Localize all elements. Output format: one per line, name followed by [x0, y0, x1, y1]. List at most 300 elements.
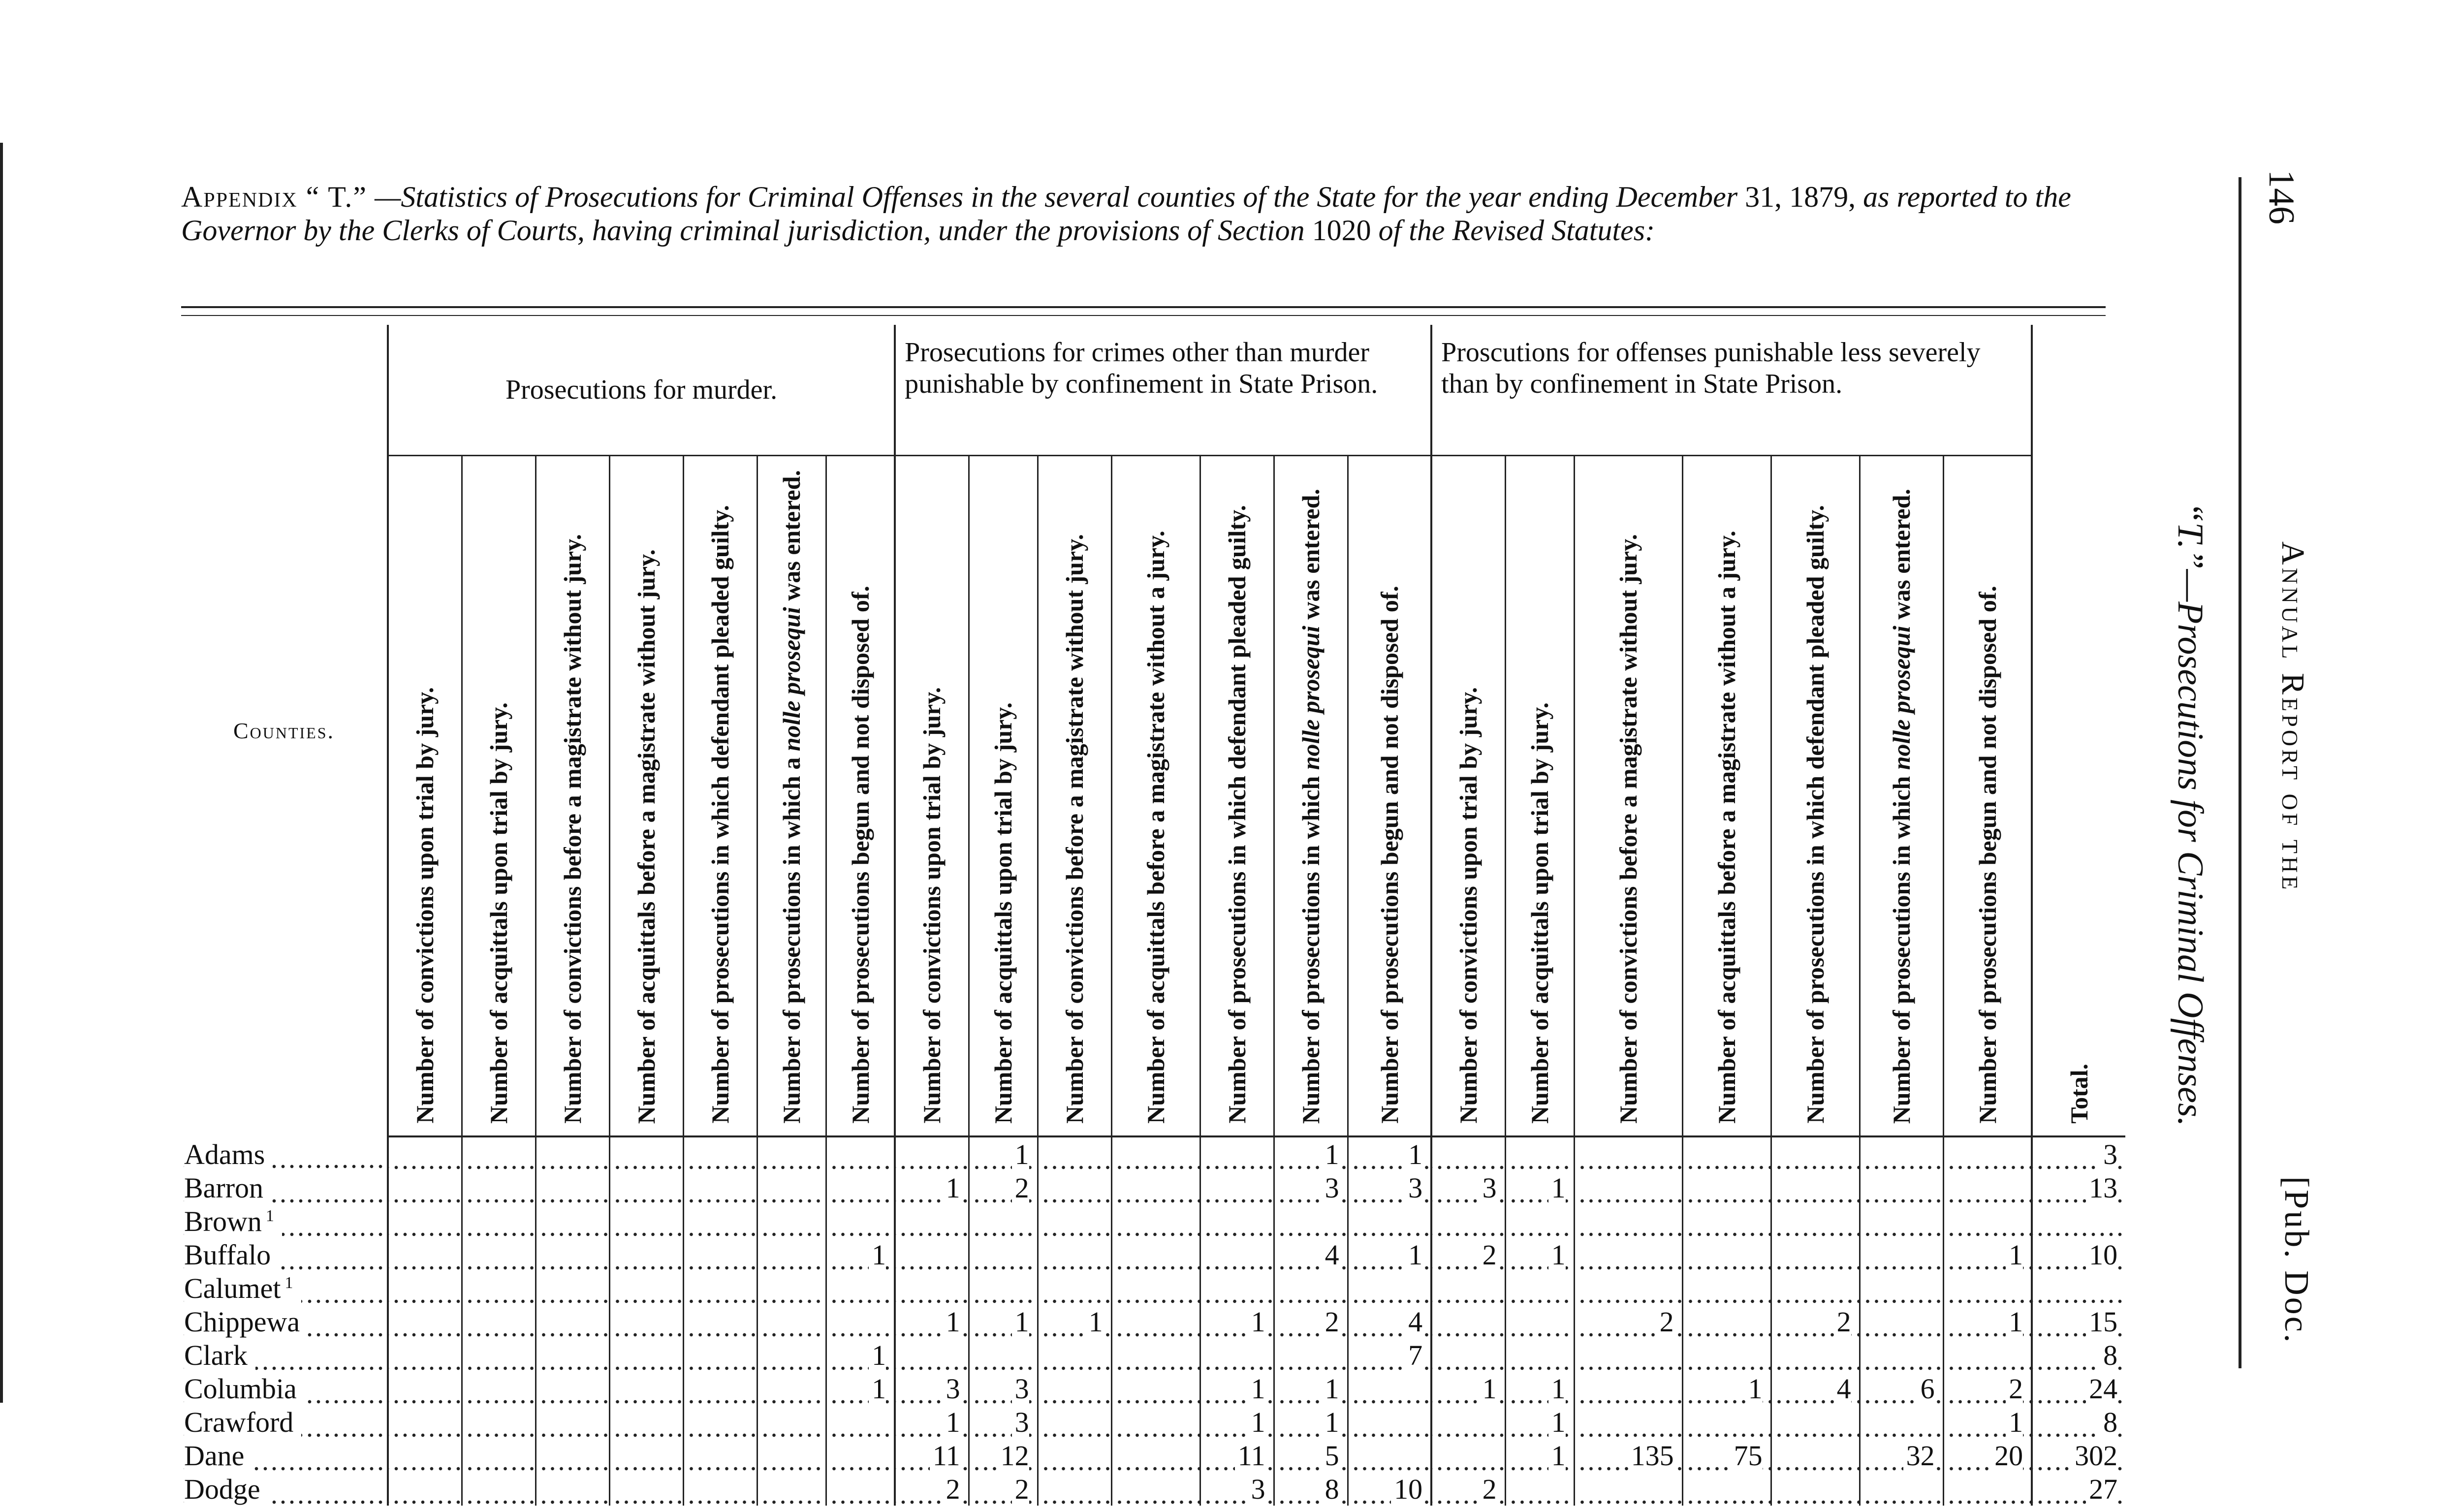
table-cell — [1771, 1136, 1860, 1171]
table-cell: 4 — [1348, 1305, 1431, 1338]
table-cell — [462, 1204, 536, 1238]
table-cell: 8 — [1274, 1472, 1348, 1506]
row-total — [2032, 1204, 2125, 1238]
table-cell — [1682, 1171, 1771, 1204]
table-cell — [1943, 1472, 2032, 1506]
table-cell — [1111, 1136, 1200, 1171]
table-cell — [388, 1204, 462, 1238]
table-cell — [462, 1305, 536, 1338]
row-total — [2032, 1271, 2125, 1305]
col-other-convictions-jury: Number of convictions upon trial by jury. — [895, 456, 969, 1137]
table-cell — [1574, 1238, 1682, 1271]
table-cell — [1038, 1405, 1111, 1439]
table-cell — [1682, 1204, 1771, 1238]
table-cell: 2 — [1431, 1238, 1505, 1271]
table-cell — [1943, 1204, 2032, 1238]
table-cell — [536, 1439, 609, 1472]
table-cell — [895, 1136, 969, 1171]
table-cell — [1111, 1238, 1200, 1271]
county-name: Brown $^1$ — [181, 1204, 388, 1238]
table-cell — [826, 1305, 895, 1338]
table-cell — [609, 1472, 683, 1506]
header-rule — [181, 306, 2106, 308]
table-cell — [536, 1136, 609, 1171]
table-cell — [1348, 1405, 1431, 1439]
table-cell: 1 — [1505, 1238, 1574, 1271]
table-row — [181, 1136, 2125, 1171]
col-lesser-acquittals-magistrate: Number of acquittals before a magistrate without a jury. — [1682, 456, 1771, 1137]
table-cell — [1943, 1136, 2032, 1171]
col-lesser-acquittals-jury: Number of acquittals upon trial by jury. — [1505, 456, 1574, 1137]
group-header-row — [181, 325, 2125, 456]
county-name: Buffalo — [181, 1238, 388, 1271]
table-cell — [1348, 1372, 1431, 1405]
table-cell: 32 — [1860, 1439, 1943, 1472]
report-title: Annual Report of the — [2275, 541, 2311, 893]
table-cell: 2 — [1431, 1472, 1505, 1506]
table-cell — [536, 1405, 609, 1439]
group-state-prison: Prosecutions for crimes other than murder punishable by confinement in State Prison. — [895, 325, 1431, 456]
column-header-row — [181, 456, 2125, 1137]
table-cell — [1200, 1136, 1274, 1171]
table-cell — [609, 1238, 683, 1271]
table-cell — [1860, 1136, 1943, 1171]
prosecutions-table — [181, 325, 2125, 1506]
table-cell — [683, 1271, 757, 1305]
table-cell — [1860, 1405, 1943, 1439]
table-row — [181, 1204, 2125, 1238]
table-cell — [1771, 1204, 1860, 1238]
table-cell — [1505, 1305, 1574, 1338]
col-murder-convictions-jury: Number of convictions upon trial by jury. — [388, 456, 462, 1137]
table-body — [181, 1136, 2125, 1506]
running-header-rule — [2239, 177, 2241, 1368]
table-cell — [462, 1171, 536, 1204]
row-total: 8 — [2032, 1338, 2125, 1372]
county-name: Calumet $^1$ — [181, 1271, 388, 1305]
table-cell — [536, 1171, 609, 1204]
caption-text-2: as reported to the Governor by the Clerks of Courts, having criminal jurisdiction, under the provisions of Section — [181, 181, 2071, 247]
footnote-mark: 1 — [266, 1207, 278, 1225]
table-cell — [388, 1439, 462, 1472]
footnote-mark: 1 — [285, 1274, 297, 1292]
table-cell: 1 — [1505, 1405, 1574, 1439]
table-cell — [683, 1439, 757, 1472]
table-cell — [609, 1405, 683, 1439]
table-cell — [1111, 1472, 1200, 1506]
table-cell: 1 — [1348, 1238, 1431, 1271]
table-cell — [388, 1472, 462, 1506]
table-cell: 1 — [1682, 1372, 1771, 1405]
county-name: Crawford — [181, 1405, 388, 1439]
table-cell — [1860, 1204, 1943, 1238]
row-total: 10 — [2032, 1238, 2125, 1271]
table-cell — [1348, 1271, 1431, 1305]
table-cell: 1 — [1943, 1305, 2032, 1338]
table-cell — [683, 1472, 757, 1506]
table-cell — [1860, 1305, 1943, 1338]
table-cell — [1274, 1338, 1348, 1372]
table-caption — [181, 180, 2120, 247]
table-cell — [1111, 1171, 1200, 1204]
table-cell — [1038, 1238, 1111, 1271]
table-cell — [1274, 1271, 1348, 1305]
caption-year: 31, 1879, — [1745, 181, 1856, 213]
table-cell — [1574, 1338, 1682, 1372]
table-cell — [969, 1271, 1038, 1305]
table-cell: 10 — [1348, 1472, 1431, 1506]
county-name: Adams — [181, 1136, 388, 1171]
table-row — [181, 1271, 2125, 1305]
document-label: [Pub. Doc. — [2277, 1176, 2315, 1345]
table-cell — [826, 1405, 895, 1439]
table-cell — [826, 1136, 895, 1171]
table-cell: 3 — [1348, 1171, 1431, 1204]
table-cell — [683, 1305, 757, 1338]
table-cell — [609, 1271, 683, 1305]
page-number: 146 — [2261, 170, 2302, 224]
table-cell: 6 — [1860, 1372, 1943, 1405]
table-cell — [1574, 1204, 1682, 1238]
col-murder-pleaded-guilty: Number of prosecutions in which defendant pleaded guilty. — [683, 456, 757, 1137]
table-cell — [683, 1372, 757, 1405]
col-other-convictions-magistrate: Number of convictions before a magistrate without jury. — [1038, 456, 1111, 1137]
county-name: Barron — [181, 1171, 388, 1204]
col-murder-acquittals-jury: Number of acquittals upon trial by jury. — [462, 456, 536, 1137]
col-other-not-disposed: Number of prosecutions begun and not disposed of. — [1348, 456, 1431, 1137]
table-cell: 12 — [969, 1439, 1038, 1472]
row-total: 8 — [2032, 1405, 2125, 1439]
table-cell — [609, 1171, 683, 1204]
table-row — [181, 1405, 2125, 1439]
table-cell: 1 — [895, 1171, 969, 1204]
table-cell — [1574, 1136, 1682, 1171]
county-name: Dodge — [181, 1472, 388, 1506]
table-cell — [757, 1136, 826, 1171]
table-cell — [1943, 1271, 2032, 1305]
table-cell — [895, 1338, 969, 1372]
table-cell — [757, 1238, 826, 1271]
table-cell: 3 — [895, 1372, 969, 1405]
table-cell — [609, 1372, 683, 1405]
table-cell: 4 — [1771, 1372, 1860, 1405]
row-total: 13 — [2032, 1171, 2125, 1204]
table-cell — [757, 1405, 826, 1439]
table-cell: 3 — [1431, 1171, 1505, 1204]
col-lesser-convictions-magistrate: Number of convictions before a magistrate without jury. — [1574, 456, 1682, 1137]
table-cell — [1682, 1405, 1771, 1439]
table-cell — [683, 1405, 757, 1439]
table-cell: 11 — [1200, 1439, 1274, 1472]
table-cell — [462, 1439, 536, 1472]
group-lesser-offenses: Proscutions for offenses punishable less severely than by confinement in State Prison. — [1431, 325, 2032, 456]
table-cell — [1111, 1372, 1200, 1405]
table-cell — [536, 1338, 609, 1372]
table-cell: 1 — [1274, 1136, 1348, 1171]
table-cell: 4 — [1274, 1238, 1348, 1271]
table-cell — [757, 1338, 826, 1372]
col-lesser-convictions-jury: Number of convictions upon trial by jury. — [1431, 456, 1505, 1137]
table-cell: 3 — [1274, 1171, 1348, 1204]
table-cell: 11 — [895, 1439, 969, 1472]
table-cell — [1505, 1271, 1574, 1305]
table-cell — [1111, 1271, 1200, 1305]
table-cell — [388, 1305, 462, 1338]
table-cell — [757, 1439, 826, 1472]
table-cell — [895, 1238, 969, 1271]
table-cell — [1431, 1271, 1505, 1305]
table-cell — [1431, 1338, 1505, 1372]
table-cell — [757, 1204, 826, 1238]
table-cell — [388, 1405, 462, 1439]
table-cell — [826, 1472, 895, 1506]
table-cell: 1 — [1200, 1405, 1274, 1439]
table-cell: 75 — [1682, 1439, 1771, 1472]
table-cell — [1111, 1305, 1200, 1338]
table-cell — [757, 1472, 826, 1506]
table-cell: 5 — [1274, 1439, 1348, 1472]
table-row — [181, 1472, 2125, 1506]
table-cell — [1038, 1338, 1111, 1372]
table-cell — [1860, 1238, 1943, 1271]
county-name: Columbia — [181, 1372, 388, 1405]
table-cell — [1505, 1136, 1574, 1171]
table-cell: 1 — [1505, 1372, 1574, 1405]
table-cell — [1771, 1238, 1860, 1271]
table-cell — [536, 1372, 609, 1405]
table-cell — [757, 1171, 826, 1204]
table-cell: 2 — [969, 1171, 1038, 1204]
table-row — [181, 1338, 2125, 1372]
table-cell — [1038, 1271, 1111, 1305]
county-name: Chippewa — [181, 1305, 388, 1338]
table-cell — [1771, 1472, 1860, 1506]
table-cell: 1 — [1505, 1171, 1574, 1204]
table-cell — [388, 1136, 462, 1171]
table-cell — [462, 1405, 536, 1439]
col-lesser-nolle-prosequi: Number of prosecutions in which nolle prosequi was entered. — [1860, 456, 1943, 1137]
row-total: 24 — [2032, 1372, 2125, 1405]
table-cell: 3 — [969, 1372, 1038, 1405]
table-cell — [1860, 1472, 1943, 1506]
table-cell — [1200, 1204, 1274, 1238]
table-cell — [1431, 1405, 1505, 1439]
table-cell — [1682, 1338, 1771, 1372]
row-total: 15 — [2032, 1305, 2125, 1338]
table-cell — [609, 1439, 683, 1472]
table-cell — [462, 1472, 536, 1506]
table-cell — [757, 1271, 826, 1305]
col-other-pleaded-guilty: Number of prosecutions in which defendant pleaded guilty. — [1200, 456, 1274, 1137]
table-cell — [1682, 1472, 1771, 1506]
table-cell — [1348, 1439, 1431, 1472]
table-cell — [683, 1238, 757, 1271]
table-cell — [1771, 1338, 1860, 1372]
table-cell: 1 — [1038, 1305, 1111, 1338]
table-cell: 3 — [1200, 1472, 1274, 1506]
table-cell — [536, 1472, 609, 1506]
table-cell — [1943, 1338, 2032, 1372]
table-cell — [1274, 1204, 1348, 1238]
header-rule-thin — [181, 315, 2106, 316]
table-cell: 2 — [1274, 1305, 1348, 1338]
table-cell — [1860, 1338, 1943, 1372]
table-cell — [683, 1136, 757, 1171]
table-cell — [1574, 1472, 1682, 1506]
table-cell — [1771, 1171, 1860, 1204]
col-lesser-not-disposed: Number of prosecutions begun and not disposed of. — [1943, 456, 2032, 1137]
table-cell — [462, 1271, 536, 1305]
row-total: 3 — [2032, 1136, 2125, 1171]
table-row — [181, 1439, 2125, 1472]
table-cell — [969, 1338, 1038, 1372]
table-cell — [536, 1204, 609, 1238]
table-cell: 1 — [826, 1372, 895, 1405]
table-cell — [1431, 1305, 1505, 1338]
table-row — [181, 1305, 2125, 1338]
table-cell: 1 — [1200, 1372, 1274, 1405]
table-cell: 2 — [1574, 1305, 1682, 1338]
table-cell — [462, 1372, 536, 1405]
table-cell — [1111, 1405, 1200, 1439]
table-cell — [1574, 1405, 1682, 1439]
county-name: Clark — [181, 1338, 388, 1372]
table-cell: 1 — [895, 1305, 969, 1338]
table-cell: 1 — [1274, 1372, 1348, 1405]
table-cell — [609, 1338, 683, 1372]
table-cell — [536, 1238, 609, 1271]
table-cell — [1038, 1472, 1111, 1506]
table-cell — [895, 1204, 969, 1238]
table-cell — [388, 1372, 462, 1405]
table-cell — [536, 1305, 609, 1338]
table-cell — [1505, 1204, 1574, 1238]
caption-text-1: —Statistics of Prosecutions for Criminal Offenses in the several counties of the State for the year ending December — [367, 181, 1745, 213]
row-total: 27 — [2032, 1472, 2125, 1506]
caption-text-3: of the Revised Statutes: — [1371, 214, 1655, 247]
table-cell: 1 — [1348, 1136, 1431, 1171]
table-cell — [1038, 1204, 1111, 1238]
table-cell — [1431, 1136, 1505, 1171]
table-cell — [1682, 1271, 1771, 1305]
table-cell — [388, 1271, 462, 1305]
counties-header: Counties. — [233, 718, 335, 743]
table-cell — [1038, 1439, 1111, 1472]
table-cell — [1111, 1439, 1200, 1472]
table-cell: 2 — [1771, 1305, 1860, 1338]
table-cell — [462, 1136, 536, 1171]
table-cell: 20 — [1943, 1439, 2032, 1472]
table-cell — [683, 1204, 757, 1238]
col-murder-nolle-prosequi: Number of prosecutions in which a nolle prosequi was entered. — [757, 456, 826, 1137]
table-cell — [462, 1238, 536, 1271]
table-cell — [683, 1171, 757, 1204]
table-cell — [1348, 1204, 1431, 1238]
table-cell — [1200, 1338, 1274, 1372]
table-cell: 135 — [1574, 1439, 1682, 1472]
table-cell — [1943, 1171, 2032, 1204]
table-cell: 1 — [1274, 1405, 1348, 1439]
table-cell — [1431, 1204, 1505, 1238]
col-other-acquittals-magistrate: Number of acquittals before a magistrate without a jury. — [1111, 456, 1200, 1137]
table-cell — [1682, 1305, 1771, 1338]
table-cell — [826, 1439, 895, 1472]
table-row — [181, 1171, 2125, 1204]
table-cell — [1111, 1338, 1200, 1372]
table-cell: 7 — [1348, 1338, 1431, 1372]
table-cell — [1505, 1338, 1574, 1372]
table-cell: 1 — [1943, 1238, 2032, 1271]
table-row — [181, 1238, 2125, 1271]
table-cell: 1 — [1431, 1372, 1505, 1405]
table-cell: 1 — [826, 1238, 895, 1271]
table-cell: 2 — [969, 1472, 1038, 1506]
table-cell — [1038, 1171, 1111, 1204]
table-cell — [388, 1338, 462, 1372]
col-lesser-pleaded-guilty: Number of prosecutions in which defendant pleaded guilty. — [1771, 456, 1860, 1137]
county-name: Dane — [181, 1439, 388, 1472]
table-cell — [462, 1338, 536, 1372]
table-cell — [536, 1271, 609, 1305]
table-cell — [1682, 1238, 1771, 1271]
table-cell — [1431, 1439, 1505, 1472]
table-cell: 2 — [1943, 1372, 2032, 1405]
page-edge-left — [0, 143, 3, 1403]
total-group-spacer — [2032, 325, 2125, 456]
table-cell — [1111, 1204, 1200, 1238]
table-cell — [1682, 1136, 1771, 1171]
table-cell — [1574, 1271, 1682, 1305]
table-cell: 1 — [826, 1338, 895, 1372]
table-cell: 1 — [969, 1136, 1038, 1171]
col-murder-convictions-magistrate: Number of convictions before a magistrate without jury. — [536, 456, 609, 1137]
table-cell — [826, 1204, 895, 1238]
group-murder: Prosecutions for murder. — [388, 325, 895, 456]
table-row — [181, 1372, 2125, 1405]
appendix-label: Appendix “ T.” — [181, 181, 368, 213]
col-other-acquittals-jury: Number of acquittals upon trial by jury. — [969, 456, 1038, 1137]
table-cell — [1574, 1171, 1682, 1204]
table-cell: 1 — [969, 1305, 1038, 1338]
table-cell — [1771, 1271, 1860, 1305]
table-cell — [895, 1271, 969, 1305]
table-cell — [826, 1271, 895, 1305]
table-cell: 1 — [1200, 1305, 1274, 1338]
series-title: “T.”—Prosecutions for Criminal Offenses. — [2170, 502, 2210, 1127]
table-cell: 1 — [1943, 1405, 2032, 1439]
table-cell: 3 — [969, 1405, 1038, 1439]
table-cell — [609, 1136, 683, 1171]
table-cell — [388, 1171, 462, 1204]
table-cell — [757, 1372, 826, 1405]
table-cell: 1 — [1505, 1439, 1574, 1472]
table-cell — [969, 1238, 1038, 1271]
table-cell: 1 — [895, 1405, 969, 1439]
table-cell — [969, 1204, 1038, 1238]
table-cell — [826, 1171, 895, 1204]
table-cell — [1771, 1439, 1860, 1472]
table-cell — [1771, 1405, 1860, 1439]
table-cell — [1860, 1171, 1943, 1204]
table-cell — [1200, 1271, 1274, 1305]
table-cell — [1038, 1136, 1111, 1171]
col-total: Total. — [2032, 456, 2125, 1137]
table-cell — [1038, 1372, 1111, 1405]
caption-section: 1020 — [1312, 214, 1371, 247]
col-murder-acquittals-magistrate: Number of acquittals before a magistrate without jury. — [609, 456, 683, 1137]
table-cell — [1200, 1171, 1274, 1204]
table-cell — [388, 1238, 462, 1271]
